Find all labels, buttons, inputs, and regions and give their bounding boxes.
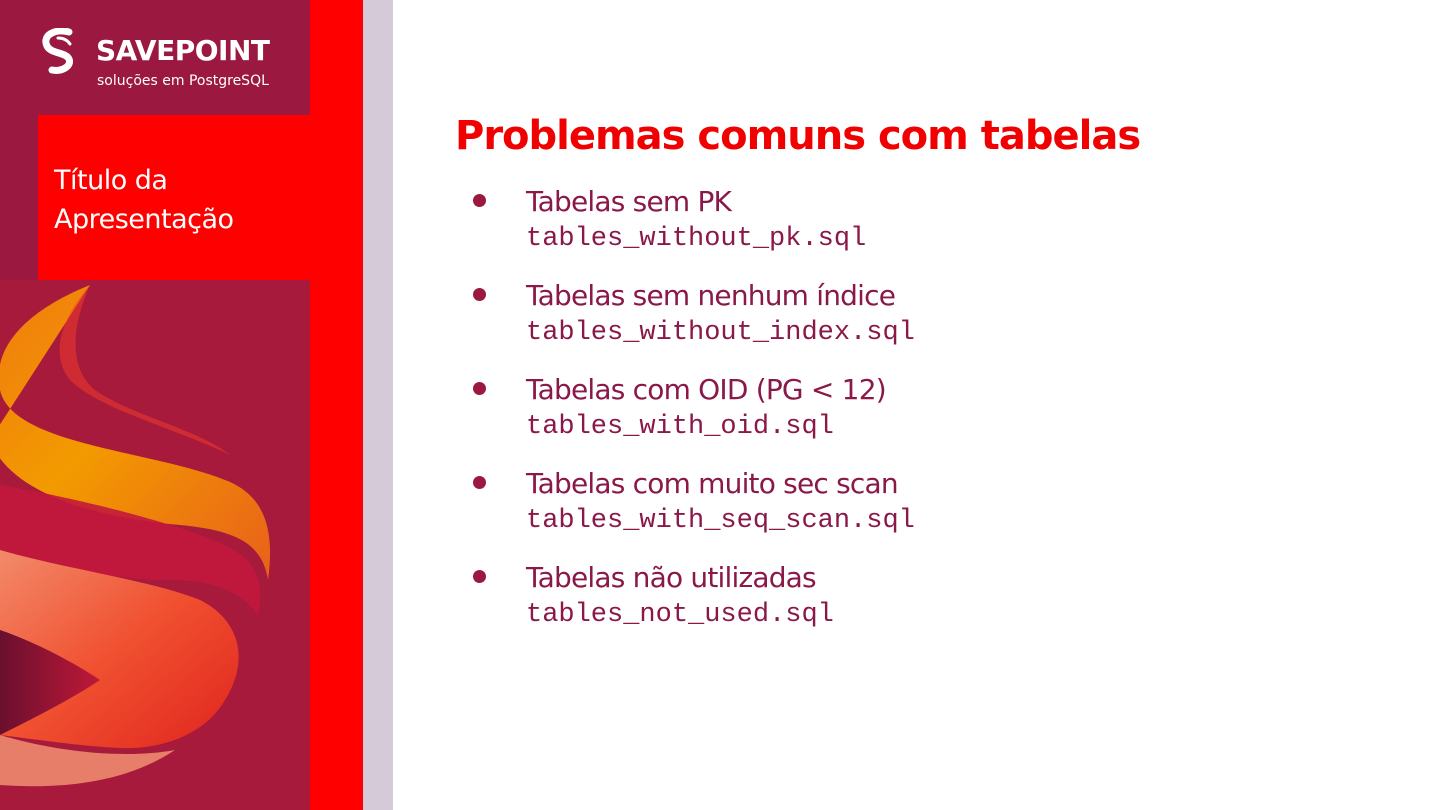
list-item: [455, 186, 1395, 280]
bullet-dot-icon: [473, 194, 486, 207]
presentation-title-box: [38, 115, 310, 280]
item-file: tables_with_oid.sql: [526, 412, 834, 442]
item-file: tables_without_index.sql: [526, 318, 915, 348]
bullet-dot-icon: [473, 570, 486, 583]
bullet-dot-icon: [473, 476, 486, 489]
divider-band: [363, 0, 393, 810]
slide-content: [455, 108, 1395, 656]
list-item: [455, 468, 1395, 562]
bullet-dot-icon: [473, 382, 486, 395]
item-label: Tabelas sem nenhum índice: [526, 279, 896, 312]
list-item: [455, 280, 1395, 374]
brand-name: SAVEPOINT: [96, 34, 270, 67]
sidebar: [0, 0, 310, 810]
savepoint-s-logo-icon: [38, 28, 82, 74]
list-item: [455, 562, 1395, 656]
slide-title: Problemas comuns com tabelas: [455, 113, 1141, 159]
bullet-dot-icon: [473, 288, 486, 301]
brand-tagline: soluções em PostgreSQL: [97, 73, 269, 89]
item-label: Tabelas sem PK: [526, 185, 732, 218]
brand-logo: [38, 28, 288, 96]
presentation-title: Título da Apresentação: [54, 165, 234, 235]
item-file: tables_without_pk.sql: [526, 224, 867, 254]
item-label: Tabelas com OID (PG < 12): [526, 373, 886, 406]
accent-band: [310, 0, 363, 810]
item-label: Tabelas com muito sec scan: [526, 467, 898, 500]
item-list: [455, 186, 1395, 656]
item-label: Tabelas não utilizadas: [526, 561, 816, 594]
item-file: tables_with_seq_scan.sql: [526, 506, 915, 536]
item-file: tables_not_used.sql: [526, 600, 834, 630]
flame-swirl-graphic: [0, 280, 310, 810]
list-item: [455, 374, 1395, 468]
